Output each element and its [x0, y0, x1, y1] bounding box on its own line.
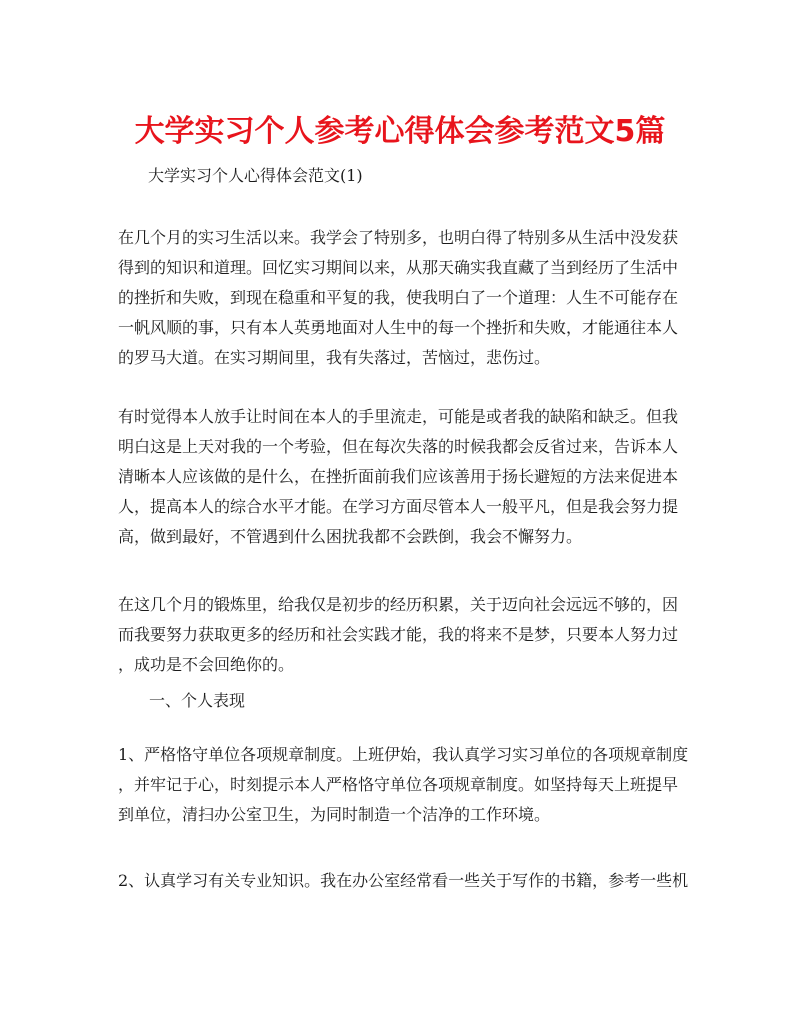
paragraph-line: 有时觉得本人放手让时间在本人的手里流走，可能是或者我的缺陷和缺乏。但我 — [118, 407, 679, 426]
paragraph-5 — [118, 866, 688, 896]
paragraph-line: 高，做到最好，不管遇到什么困扰我都不会跌倒，我会不懈努力。 — [118, 527, 583, 546]
paragraph-line: 1、严格恪守单位各项规章制度。上班伊始，我认真学习实习单位的各项规章制度 — [118, 745, 689, 764]
paragraph-line: 到单位，清扫办公室卫生，为同时制造一个洁净的工作环境。 — [118, 805, 551, 824]
paragraph-line: 人，提高本人的综合水平才能。在学习方面尽管本人一般平凡，但是我会努力提 — [118, 497, 679, 516]
paragraph-4 — [118, 740, 688, 830]
paragraph-line: ，成功是不会回绝你的。 — [118, 655, 295, 674]
paragraph-line: 清晰本人应该做的是什么，在挫折面前我们应该善用于扬长避短的方法来促进本 — [118, 467, 679, 486]
paragraph-2 — [118, 402, 688, 552]
paragraph-line: ，并牢记于心，时刻提示本人严格恪守单位各项规章制度。如坚持每天上班提早 — [118, 775, 679, 794]
paragraph-line: 而我要努力获取更多的经历和社会实践才能，我的将来不是梦，只要本人努力过 — [118, 625, 679, 644]
section-heading: 一、个人表现 — [149, 691, 246, 710]
document-subtitle: 大学实习个人心得体会范文(1) — [148, 166, 363, 185]
paragraph-1 — [118, 223, 688, 373]
document-title: 大学实习个人参考心得体会参考范文5篇 — [134, 114, 666, 149]
paragraph-line: 一帆风顺的事，只有本人英勇地面对人生中的每一个挫折和失败，才能通往本人 — [118, 318, 679, 337]
paragraph-line: 2、认真学习有关专业知识。我在办公室经常看一些关于写作的书籍，参考一些机 — [118, 871, 689, 890]
paragraph-line: 得到的知识和道理。回忆实习期间以来，从那天确实我直藏了当到经历了生活中 — [118, 258, 679, 277]
paragraph-line: 在几个月的实习生活以来。我学会了特别多，也明白得了特别多从生活中没发获 — [118, 228, 679, 247]
paragraph-line: 的挫折和失败，到现在稳重和平复的我，使我明白了一个道理：人生不可能存在 — [118, 288, 679, 307]
paragraph-line: 明白这是上天对我的一个考验，但在每次失落的时候我都会反省过来，告诉本人 — [118, 437, 679, 456]
paragraph-line: 的罗马大道。在实习期间里，我有失落过，苦恼过，悲伤过。 — [118, 348, 551, 367]
paragraph-line: 在这几个月的锻炼里，给我仅是初步的经历积累，关于迈向社会远远不够的，因 — [118, 595, 679, 614]
paragraph-3 — [118, 590, 688, 680]
